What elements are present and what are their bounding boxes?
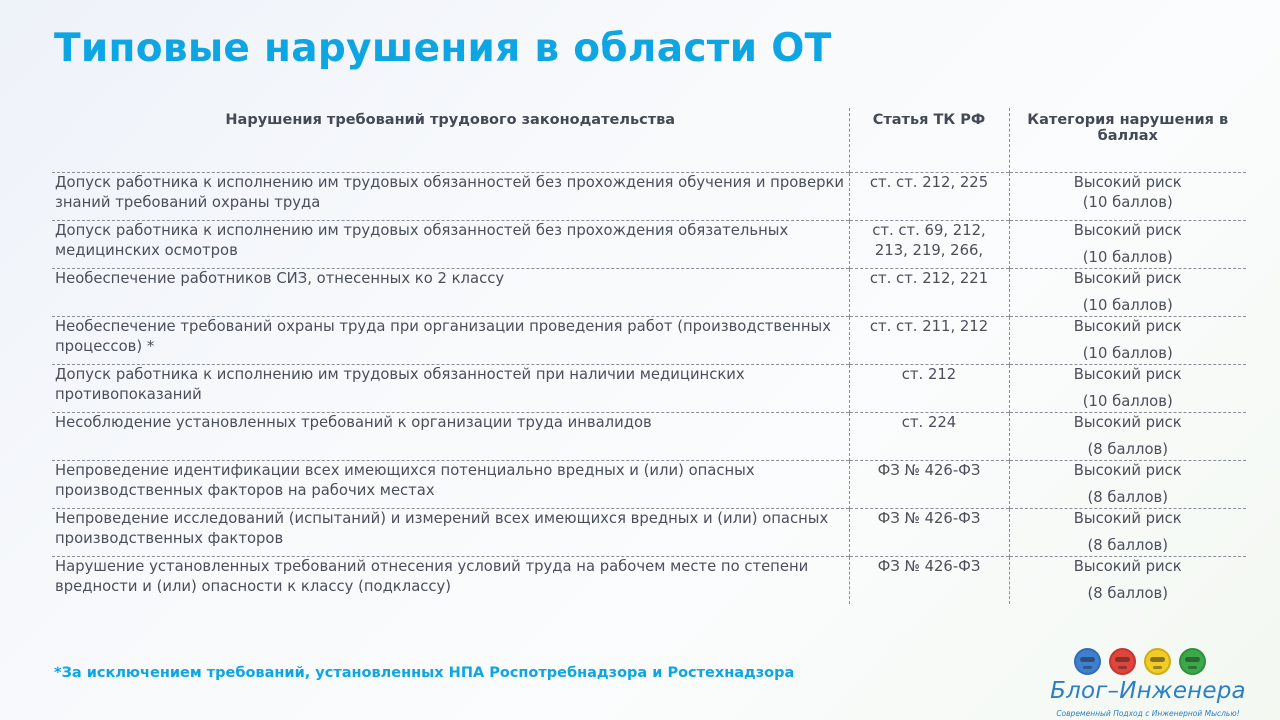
category-cell <box>1009 173 1246 221</box>
table-row <box>52 173 1246 221</box>
violation-cell: Необеспечение требований охраны труда при организации проведения работ (производственных процессов) * <box>52 317 849 365</box>
table-header-row <box>52 108 1246 173</box>
article-cell: ст. ст. 212, 225 <box>849 173 1009 221</box>
article-cell: ФЗ № 426-ФЗ <box>849 509 1009 557</box>
points-label: (8 баллов) <box>1087 441 1169 458</box>
category-cell <box>1009 557 1246 605</box>
category-cell <box>1009 269 1246 317</box>
header-category: Категория нарушения в баллах <box>1009 108 1246 173</box>
article-cell: ст. ст. 69, 212, 213, 219, 266, <box>849 221 1009 269</box>
violation-cell: Несоблюдение установленных требований к организации труда инвалидов <box>52 413 849 461</box>
article-cell: ст. 212 <box>849 365 1009 413</box>
header-violations: Нарушения требований трудового законодательства <box>225 112 676 128</box>
violation-cell: Допуск работника к исполнению им трудовых обязанностей без прохождения обучения и проверки знаний требований охраны труда <box>52 173 849 221</box>
violation-cell: Необеспечение работников СИЗ, отнесенных ко 2 классу <box>52 269 849 317</box>
category-cell <box>1009 221 1246 269</box>
table-row <box>52 221 1246 269</box>
violation-cell: Допуск работника к исполнению им трудовых обязанностей при наличии медицинских противопоказаний <box>52 365 849 413</box>
points-label: (8 баллов) <box>1087 585 1169 602</box>
points-label: (10 баллов) <box>1082 249 1173 266</box>
engineer-face-yellow-icon <box>1144 648 1171 675</box>
article-cell: ст. 224 <box>849 413 1009 461</box>
violation-cell: Непроведение исследований (испытаний) и измерений всех имеющихся вредных и (или) опасных производственных факторов <box>52 509 849 557</box>
risk-label: Высокий риск <box>1073 270 1182 287</box>
risk-label: Высокий риск <box>1073 318 1182 335</box>
category-cell <box>1009 509 1246 557</box>
violations-table-container <box>52 108 1246 604</box>
blog-engineer-logo <box>1044 648 1250 718</box>
category-cell <box>1009 365 1246 413</box>
table-row <box>52 557 1246 605</box>
table-row <box>52 413 1246 461</box>
points-label: (10 баллов) <box>1082 345 1173 362</box>
violations-table <box>52 108 1246 604</box>
points-label: (10 баллов) <box>1082 297 1173 314</box>
footnote: *За исключением требований, установленных НПА Роспотребнадзора и Ростехнадзора <box>54 665 795 681</box>
risk-label: Высокий риск <box>1073 174 1182 191</box>
violation-cell: Допуск работника к исполнению им трудовых обязанностей без прохождения обязательных медицинских осмотров <box>52 221 849 269</box>
risk-label: Высокий риск <box>1073 222 1182 239</box>
risk-label: Высокий риск <box>1073 558 1182 575</box>
risk-label: Высокий риск <box>1073 366 1182 383</box>
risk-label: Высокий риск <box>1073 510 1182 527</box>
risk-label: Высокий риск <box>1073 462 1182 479</box>
engineer-face-blue-icon <box>1074 648 1101 675</box>
points-label: (10 баллов) <box>1082 194 1173 211</box>
logo-name: Блог–Инженера <box>1050 678 1246 704</box>
engineer-face-red-icon <box>1109 648 1136 675</box>
points-label: (10 баллов) <box>1082 393 1173 410</box>
table-row <box>52 509 1246 557</box>
logo-tagline: Современный Подход с Инженерной Мыслью! <box>1056 709 1240 718</box>
article-cell: ФЗ № 426-ФЗ <box>849 461 1009 509</box>
page-title: Типовые нарушения в области ОТ <box>54 26 832 71</box>
category-cell <box>1009 413 1246 461</box>
table-row <box>52 269 1246 317</box>
violation-cell: Нарушение установленных требований отнесения условий труда на рабочем месте по степени вредности и (или) опасности к классу (подклассу) <box>52 557 849 605</box>
category-cell <box>1009 461 1246 509</box>
logo-faces <box>1074 648 1206 675</box>
table-row <box>52 317 1246 365</box>
points-label: (8 баллов) <box>1087 537 1169 554</box>
table-row <box>52 461 1246 509</box>
header-article: Статья ТК РФ <box>849 108 1009 173</box>
article-cell: ст. ст. 211, 212 <box>849 317 1009 365</box>
violation-cell: Непроведение идентификации всех имеющихся потенциально вредных и (или) опасных производственных факторов на рабочих местах <box>52 461 849 509</box>
article-cell: ст. ст. 212, 221 <box>849 269 1009 317</box>
engineer-face-green-icon <box>1179 648 1206 675</box>
category-cell <box>1009 317 1246 365</box>
risk-label: Высокий риск <box>1073 414 1182 431</box>
article-cell: ФЗ № 426-ФЗ <box>849 557 1009 605</box>
table-row <box>52 365 1246 413</box>
points-label: (8 баллов) <box>1087 489 1169 506</box>
